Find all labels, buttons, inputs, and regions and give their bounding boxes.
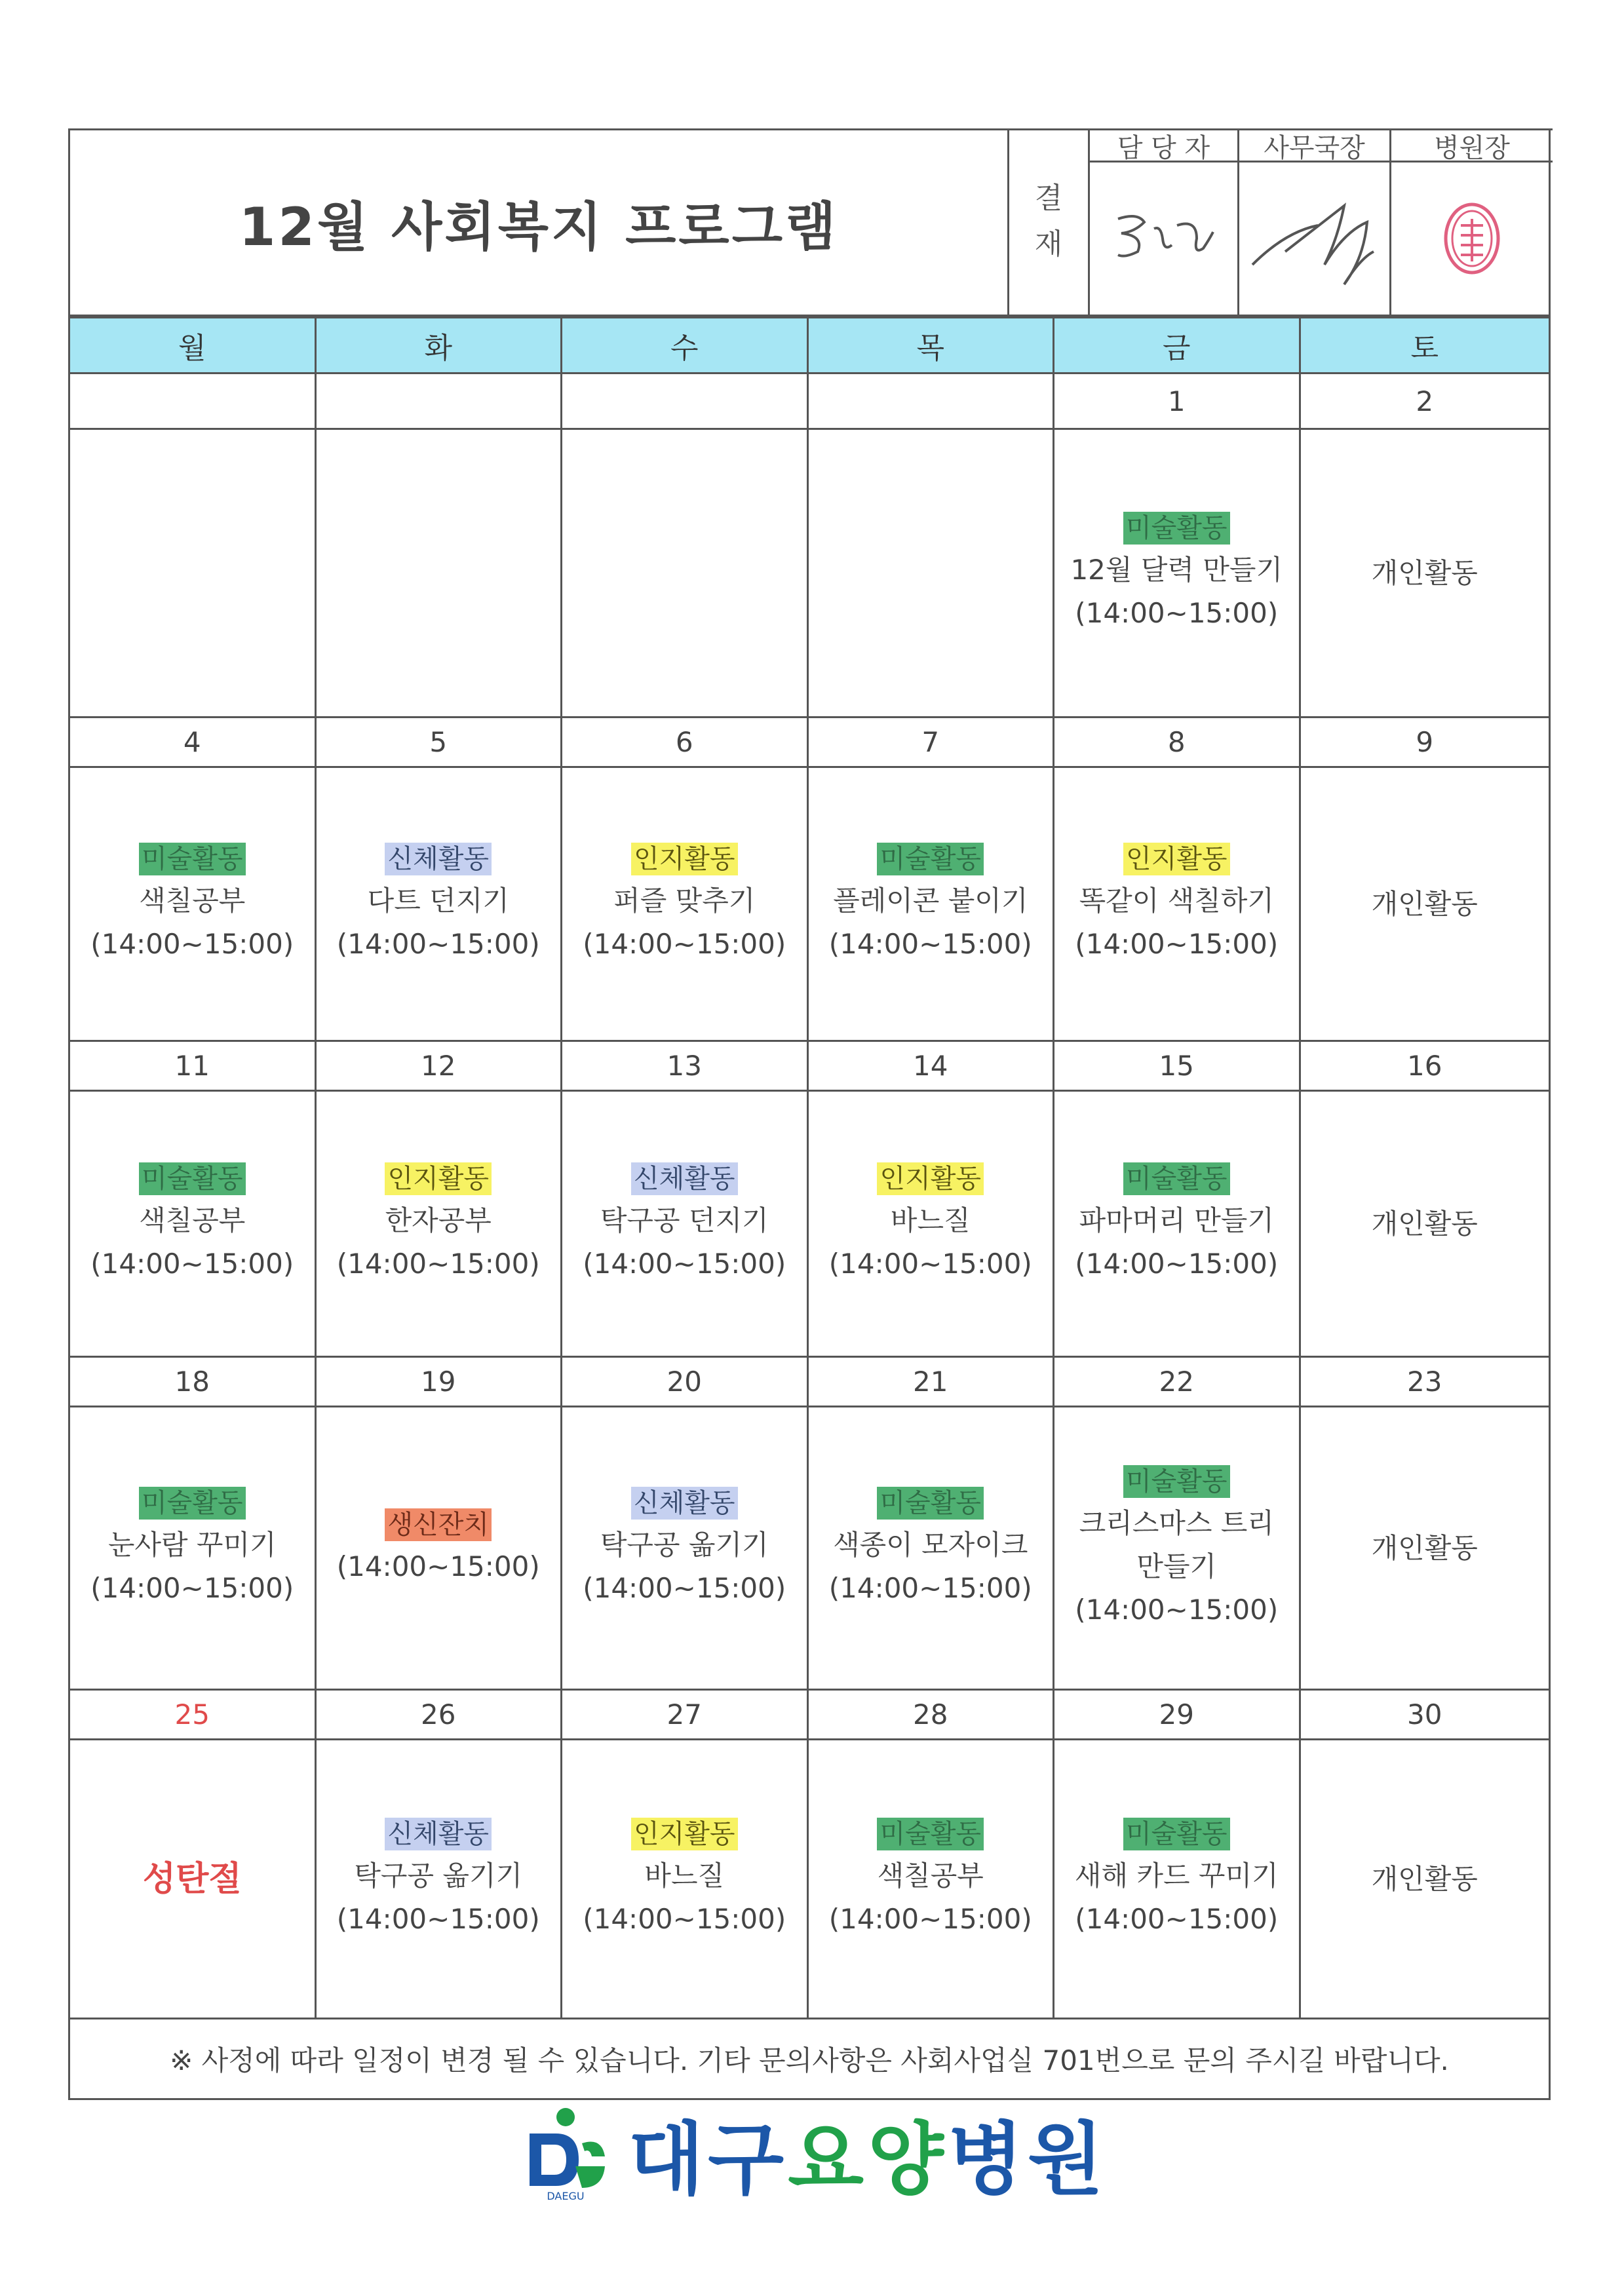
activity-category-tag: 미술활동	[139, 843, 246, 875]
activity-cell	[1054, 430, 1301, 716]
date-number	[70, 374, 317, 428]
date-number: 21	[809, 1358, 1055, 1406]
holiday-label: 성탄절	[142, 1859, 242, 1899]
activity-cell	[809, 1407, 1055, 1689]
activity-category-tag: 인지활동	[631, 1818, 738, 1850]
activity-category-tag: 미술활동	[1123, 1465, 1230, 1498]
activity-title: 색칠공부	[139, 884, 246, 917]
activity-cell	[1301, 1092, 1549, 1356]
activity-cell	[1054, 1407, 1301, 1689]
activity-row	[70, 1740, 1549, 2019]
date-number: 2	[1416, 385, 1434, 417]
approval-head-head: 병원장	[1391, 128, 1553, 163]
activity-title: 새해 카드 꾸미기	[1074, 1859, 1279, 1892]
activity-category-tag: 인지활동	[385, 1162, 492, 1195]
date-row	[70, 1358, 1549, 1407]
activity-cell	[562, 768, 809, 1040]
date-number: 9	[1416, 726, 1434, 758]
date-row	[70, 1691, 1549, 1740]
activity-category-tag: 생신잔치	[385, 1508, 492, 1541]
date-row	[70, 1042, 1549, 1092]
activity-cell	[70, 430, 317, 716]
activity-row	[70, 1407, 1549, 1691]
weeks	[70, 374, 1549, 2019]
date-number: 20	[562, 1358, 809, 1406]
activity-time: (14:00~15:00)	[828, 927, 1032, 960]
logo-text-part3: 병원	[947, 2114, 1108, 2206]
date-number: 1	[1054, 374, 1301, 428]
activity-cell	[809, 1740, 1055, 2018]
date-number: 19	[317, 1358, 563, 1406]
activity-time: (14:00~15:00)	[1075, 1593, 1279, 1626]
schedule-sheet	[68, 128, 1551, 2100]
weekday-tue: 화	[317, 318, 563, 372]
activity-title: 12월 달력 만들기	[1070, 553, 1283, 586]
date-row	[70, 718, 1549, 768]
activity-cell	[1054, 768, 1301, 1040]
weekday-header	[70, 316, 1549, 374]
activity-row	[70, 1092, 1549, 1358]
activity-category-tag: 미술활동	[1123, 1162, 1230, 1195]
activity-cell	[70, 1740, 317, 2018]
activity-time: (14:00~15:00)	[336, 1902, 540, 1935]
date-number: 16	[1407, 1050, 1442, 1082]
activity-time: (14:00~15:00)	[336, 927, 540, 960]
activity-time: (14:00~15:00)	[1075, 927, 1279, 960]
weekday-mon: 월	[70, 318, 317, 372]
header	[68, 128, 1551, 315]
activity-time: (14:00~15:00)	[583, 1902, 786, 1935]
activity-cell	[1054, 1092, 1301, 1356]
logo-text-part1: 대구	[628, 2114, 788, 2206]
approval-label-top: 결	[1034, 182, 1063, 215]
signature-director	[1239, 163, 1389, 315]
activity-title: 눈사람 꾸미기	[107, 1528, 277, 1561]
activity-cell	[70, 1407, 317, 1689]
date-number: 29	[1054, 1691, 1301, 1738]
date-number: 15	[1054, 1042, 1301, 1090]
activity-cell	[1301, 1740, 1549, 2018]
activity-title: 색칠공부	[139, 1204, 246, 1236]
activity-category-tag: 미술활동	[1123, 1818, 1230, 1850]
activity-category-tag: 미술활동	[877, 1818, 984, 1850]
activity-category-tag: 미술활동	[877, 1487, 984, 1520]
date-number: 26	[317, 1691, 563, 1738]
hospital-logo	[0, 2097, 1624, 2210]
date-number	[562, 374, 809, 428]
logo-mark-icon	[516, 2104, 615, 2202]
activity-title: 플레이콘 붙이기	[833, 884, 1028, 917]
activity-row	[70, 430, 1549, 718]
date-number: 18	[70, 1358, 317, 1406]
activity-category-tag: 미술활동	[139, 1487, 246, 1520]
seal-icon	[1436, 196, 1508, 281]
activity-category-tag: 미술활동	[1123, 512, 1230, 545]
activity-title: 퍼즐 맞추기	[613, 884, 756, 917]
date-number: 25	[70, 1691, 317, 1738]
activity-title: 개인활동	[1371, 1207, 1478, 1240]
date-number: 13	[562, 1042, 809, 1090]
activity-time: (14:00~15:00)	[90, 927, 294, 960]
activity-cell	[1301, 1407, 1549, 1689]
date-number: 28	[809, 1691, 1055, 1738]
approval-head-manager: 담 당 자	[1090, 128, 1237, 163]
activity-time: (14:00~15:00)	[1075, 596, 1279, 629]
activity-cell	[317, 1407, 563, 1689]
date-number: 11	[70, 1042, 317, 1090]
activity-cell	[317, 768, 563, 1040]
activity-category-tag: 신체활동	[631, 1487, 738, 1520]
activity-time: (14:00~15:00)	[90, 1247, 294, 1280]
weekday-thu: 목	[809, 318, 1055, 372]
date-number: 4	[70, 718, 317, 766]
date-row	[70, 374, 1549, 430]
activity-cell	[809, 430, 1055, 716]
date-number	[317, 374, 563, 428]
activity-time: (14:00~15:00)	[1075, 1247, 1279, 1280]
activity-title: 파마머리 만들기	[1079, 1204, 1274, 1236]
activity-cell	[1301, 768, 1549, 1040]
date-number: 12	[317, 1042, 563, 1090]
activity-cell	[562, 1740, 809, 2018]
signature-director-icon	[1246, 186, 1383, 291]
activity-time: (14:00~15:00)	[583, 1247, 786, 1280]
activity-time: (14:00~15:00)	[1075, 1902, 1279, 1935]
activity-row	[70, 768, 1549, 1042]
date-number	[809, 374, 1055, 428]
approval-col-director	[1239, 128, 1391, 315]
approval-col-head	[1391, 128, 1553, 315]
weekday-sat: 토	[1410, 332, 1439, 365]
footer-note: ※ 사정에 따라 일정이 변경 될 수 있습니다. 기타 문의사항은 사회사업실 701번으로 문의 주시길 바랍니다.	[170, 2044, 1449, 2076]
activity-time: (14:00~15:00)	[336, 1247, 540, 1280]
approval-box	[1007, 128, 1553, 316]
weekday-wed: 수	[562, 318, 809, 372]
activity-time: (14:00~15:00)	[90, 1571, 294, 1604]
date-number: 6	[562, 718, 809, 766]
activity-title: 크리스마스 트리	[1079, 1506, 1274, 1539]
activity-cell	[70, 1092, 317, 1356]
activity-cell	[70, 768, 317, 1040]
activity-category-tag: 신체활동	[631, 1162, 738, 1195]
activity-title: 바느질	[890, 1204, 971, 1236]
activity-title: 개인활동	[1371, 887, 1478, 920]
date-number: 5	[317, 718, 563, 766]
activity-category-tag: 인지활동	[1123, 843, 1230, 875]
logo-text-part2: 요양	[788, 2114, 948, 2206]
activity-time: (14:00~15:00)	[583, 1571, 786, 1604]
activity-category-tag: 미술활동	[877, 843, 984, 875]
activity-title: 만들기	[1136, 1550, 1217, 1582]
activity-title: 똑같이 색칠하기	[1079, 884, 1274, 917]
activity-cell	[317, 1092, 563, 1356]
activity-title: 한자공부	[385, 1204, 492, 1236]
approval-label-bottom: 재	[1034, 227, 1063, 261]
activity-cell	[809, 1092, 1055, 1356]
activity-title: 다트 던지기	[367, 884, 509, 917]
activity-time: (14:00~15:00)	[583, 927, 786, 960]
activity-cell	[317, 1740, 563, 2018]
page-title: 12월 사회복지 프로그램	[239, 197, 839, 258]
activity-category-tag: 신체활동	[385, 1818, 492, 1850]
activity-time: (14:00~15:00)	[336, 1550, 540, 1582]
seal-stamp	[1391, 163, 1553, 315]
date-number: 14	[809, 1042, 1055, 1090]
activity-cell	[562, 1407, 809, 1689]
activity-cell	[1054, 1740, 1301, 2018]
activity-cell	[562, 1092, 809, 1356]
activity-title: 탁구공 던지기	[600, 1204, 769, 1236]
activity-title: 색칠공부	[877, 1859, 984, 1892]
activity-time: (14:00~15:00)	[828, 1902, 1032, 1935]
activity-category-tag: 인지활동	[877, 1162, 984, 1195]
weekday-fri: 금	[1054, 318, 1301, 372]
approval-label	[1007, 128, 1090, 315]
activity-title: 색종이 모자이크	[833, 1528, 1028, 1561]
activity-category-tag: 인지활동	[631, 843, 738, 875]
activity-cell	[809, 768, 1055, 1040]
activity-title: 탁구공 옮기기	[354, 1859, 523, 1892]
date-number: 8	[1054, 718, 1301, 766]
approval-col-manager	[1090, 128, 1239, 315]
activity-category-tag: 신체활동	[385, 843, 492, 875]
date-number: 22	[1054, 1358, 1301, 1406]
activity-time: (14:00~15:00)	[828, 1247, 1032, 1280]
activity-title: 개인활동	[1371, 556, 1478, 589]
activity-cell	[1301, 430, 1549, 716]
date-number: 27	[562, 1691, 809, 1738]
activity-cell	[562, 430, 809, 716]
signature-manager-icon	[1098, 193, 1229, 284]
calendar	[68, 315, 1551, 2100]
date-number: 23	[1407, 1366, 1442, 1398]
activity-time: (14:00~15:00)	[828, 1571, 1032, 1604]
activity-cell	[317, 430, 563, 716]
logo-mark-text: DAEGU	[547, 2190, 585, 2202]
activity-title: 탁구공 옮기기	[600, 1528, 769, 1561]
date-number: 7	[809, 718, 1055, 766]
activity-title: 바느질	[644, 1859, 725, 1892]
signature-manager	[1090, 163, 1237, 315]
activity-category-tag: 미술활동	[139, 1162, 246, 1195]
approval-head-director: 사무국장	[1239, 128, 1389, 163]
date-number: 30	[1407, 1698, 1442, 1731]
logo-text	[628, 2097, 1108, 2210]
activity-title: 개인활동	[1371, 1862, 1478, 1895]
activity-title: 개인활동	[1371, 1531, 1478, 1564]
